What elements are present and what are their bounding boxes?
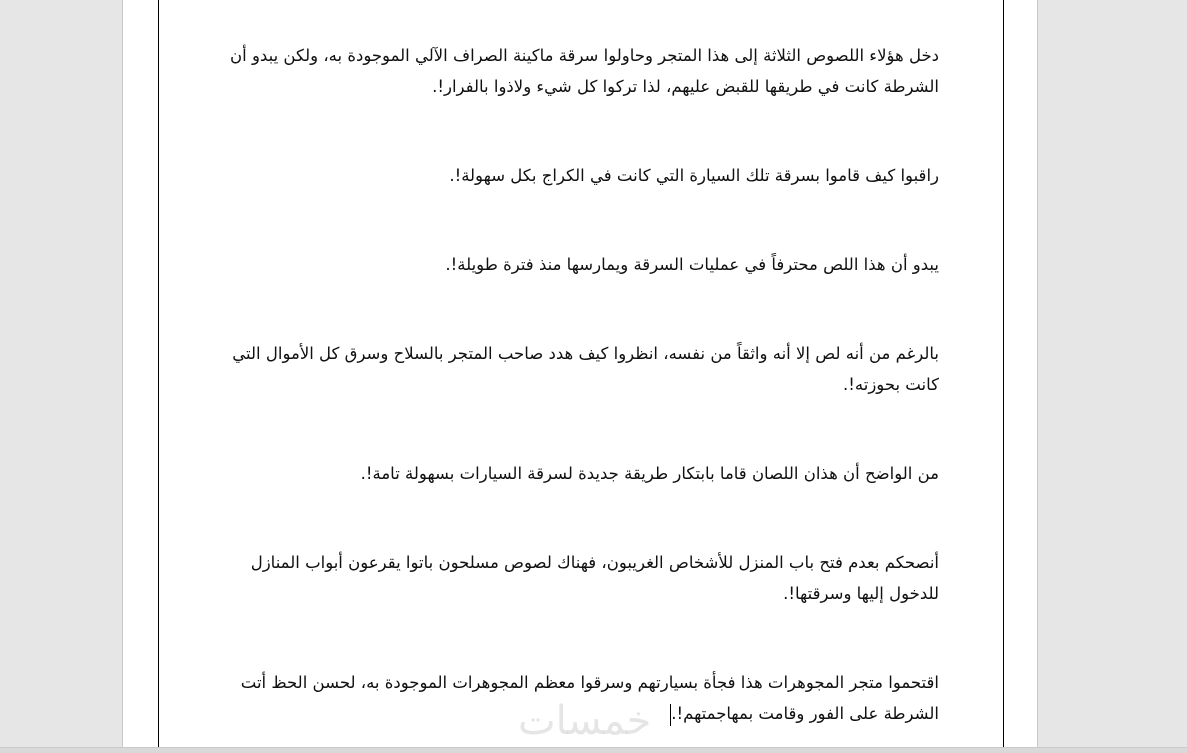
paragraph-7-text: اقتحموا متجر المجوهرات هذا فجأة بسيارتهم وسرقوا معظم المجوهرات الموجودة به، لحسن الحظ أتت الشرطة على الفور وقامت بمهاجمتهم!. xyxy=(240,673,939,723)
paragraph-2[interactable]: راقبوا كيف قاموا بسرقة تلك السيارة التي كانت في الكراج بكل سهولة!. xyxy=(449,166,939,185)
paragraph-5[interactable]: من الواضح أن هذان اللصان قاما بابتكار طريقة جديدة لسرقة السيارات بسهولة تامة!. xyxy=(360,464,939,483)
document-page[interactable] xyxy=(122,0,1038,753)
paragraph-4[interactable]: بالرغم من أنه لص إلا أنه واثقاً من نفسه، انظروا كيف هدد صاحب المتجر بالسلاح وسرق كل الأموال التي كانت بحوزته!. xyxy=(232,344,939,394)
paragraph-6[interactable]: أنصحكم بعدم فتح باب المنزل للأشخاص الغريبون، فهناك لصوص مسلحون باتوا يقرعون أبواب المنازل للدخول إليها وسرقتها!. xyxy=(250,553,939,603)
watermark-logo: خمسات xyxy=(518,698,652,744)
bottom-scroll-edge xyxy=(0,747,1187,753)
document-body[interactable] xyxy=(213,40,939,753)
paragraph-3[interactable]: يبدو أن هذا اللص محترفاً في عمليات السرقة ويمارسها منذ فترة طويلة!. xyxy=(445,255,939,274)
paragraph-1[interactable]: دخل هؤلاء اللصوص الثلاثة إلى هذا المتجر وحاولوا سرقة ماكينة الصراف الآلي الموجودة به، ولكن يبدو أن الشرطة كانت في طريقها للقبض عليهم، لذا تركوا كل شيء ولاذوا بالفرار!. xyxy=(230,46,939,96)
